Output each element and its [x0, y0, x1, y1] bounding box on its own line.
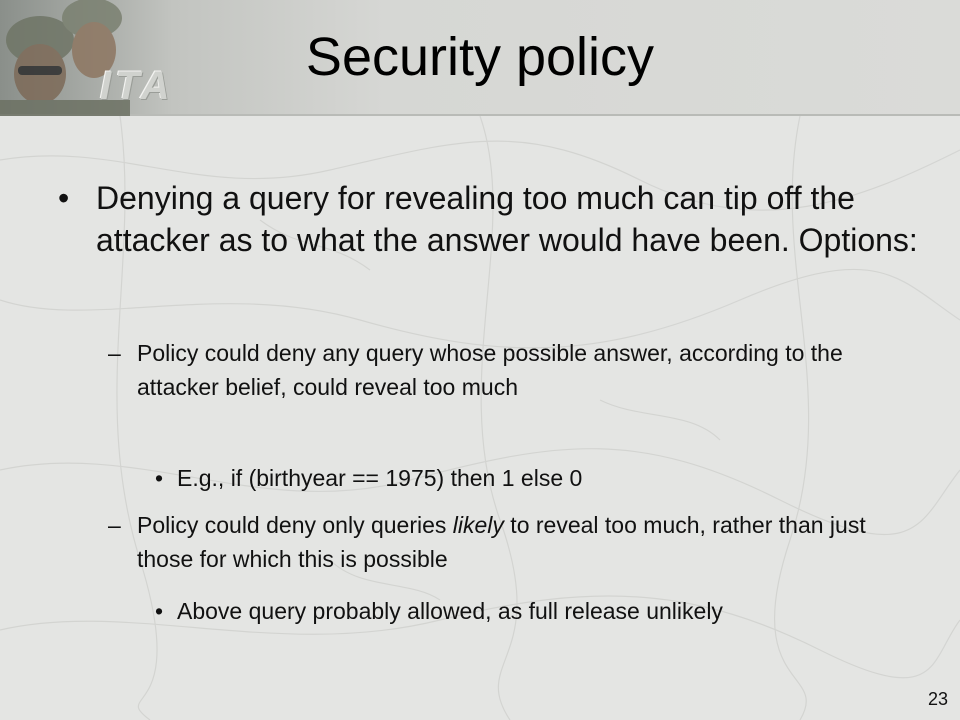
- subsubbullet-text: Above query probably allowed, as full release unlikely: [177, 598, 723, 624]
- text-part: to reveal too much, rather than just those for which this is possible: [137, 512, 866, 573]
- dash-marker: –: [108, 512, 121, 538]
- subsubbullet-example: [155, 461, 925, 495]
- bullet-text: Denying a query for revealing too much can tip off the attacker as to what the answer would have been. Options:: [96, 180, 918, 258]
- bullet-marker: •: [58, 180, 70, 216]
- bullet-marker: •: [155, 465, 164, 491]
- slide-title: Security policy: [305, 27, 655, 87]
- dash-marker: –: [108, 340, 121, 366]
- bullet-denying-query: [58, 178, 918, 261]
- subbullet-deny-likely-queries: [108, 508, 918, 577]
- subbullet-deny-any-query: [108, 336, 918, 405]
- subbullet-text: [137, 508, 918, 577]
- subsubbullet-text: E.g., if (birthyear == 1975) then 1 else 0: [177, 465, 583, 491]
- subsubbullet-query-allowed: [155, 594, 925, 628]
- emphasis-likely: likely: [452, 512, 504, 538]
- subbullet-text: Policy could deny any query whose possible answer, according to the attacker belief, could reveal too much: [137, 340, 843, 401]
- ita-logo: ITA: [100, 64, 174, 108]
- text-part: Policy could deny only queries: [137, 512, 453, 538]
- page-number: 23: [927, 689, 948, 709]
- bullet-marker: •: [155, 598, 164, 624]
